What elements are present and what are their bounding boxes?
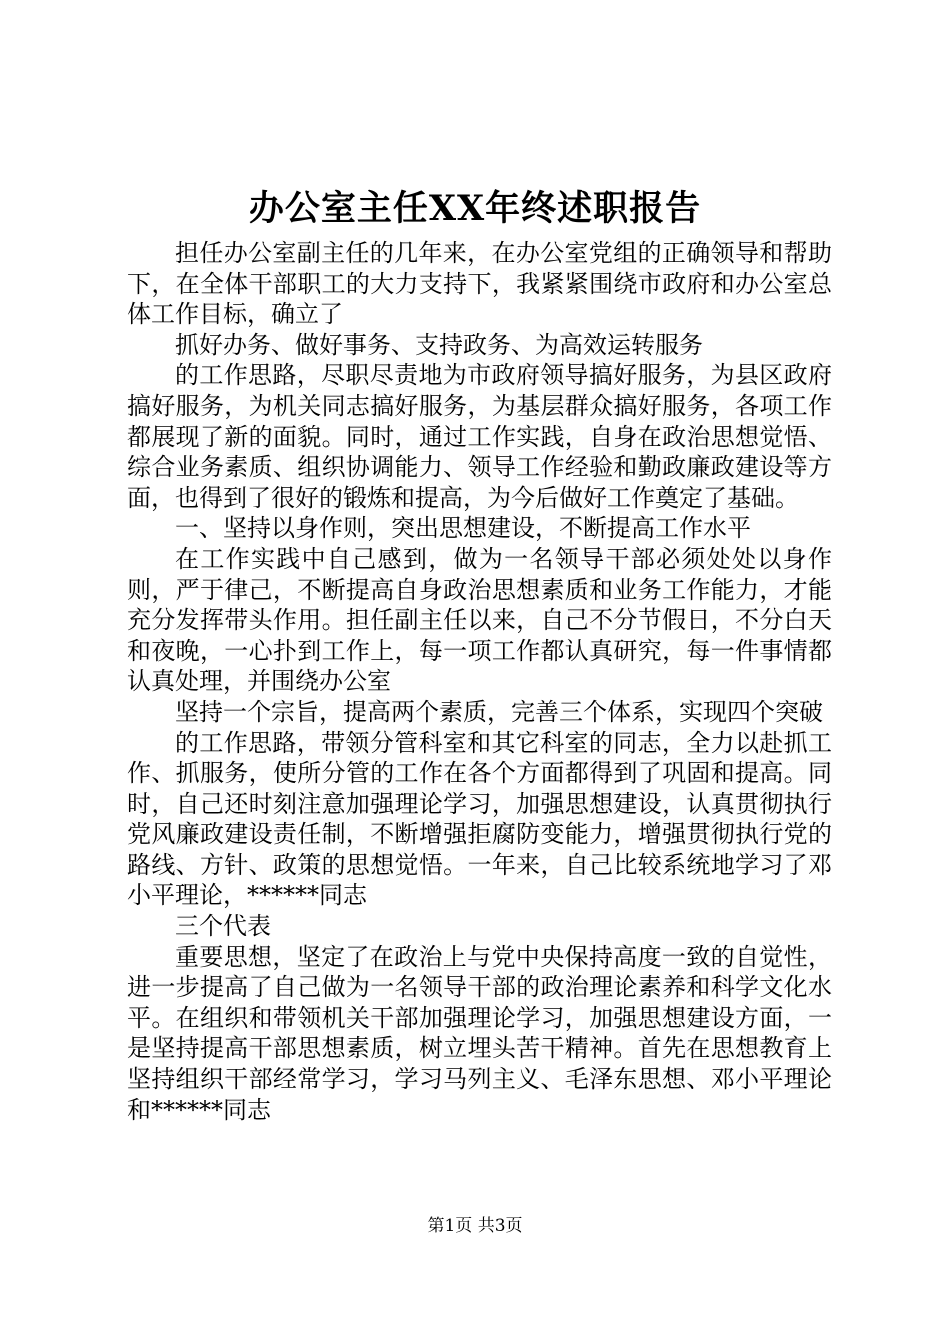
page-number: 第1页 共3页 bbox=[427, 1216, 523, 1236]
paragraph: 抓好办务、做好事务、支持政务、为高效运转服务 bbox=[175, 330, 703, 359]
paragraph: 在工作实践中自己感到，做为一名领导干部必须处处以身作则，严于律己，不断提高自身政治思想素质和业务工作能力，才能充分发挥带头作用。担任副主任以来，自己不分节假日，不分白天和夜晚，一心扑到工作上，每一项工作都认真研究，每一件事情都认真处理，并围绕办公室 bbox=[127, 544, 832, 696]
paragraph: 三个代表 bbox=[175, 912, 271, 941]
paragraph: 重要思想，坚定了在政治上与党中央保持高度一致的自觉性，进一步提高了自己做为一名领导干部的政治理论素养和科学文化水平。在组织和带领机关干部加强理论学习，加强思想建设方面，一是坚持提高干部思想素质，树立埋头苦干精神。首先在思想教育上坚持组织干部经常学习，学习马列主义、毛泽东思想、邓小平理论和******同志 bbox=[127, 942, 832, 1124]
paragraph: 的工作思路，带领分管科室和其它科室的同志，全力以赴抓工作、抓服务，使所分管的工作在各个方面都得到了巩固和提高。同时，自己还时刻注意加强理论学习，加强思想建设，认真贯彻执行党风廉政建设责任制，不断增强拒腐防变能力，增强贯彻执行党的路线、方针、政策的思想觉悟。一年来，自己比较系统地学习了邓小平理论，******同志 bbox=[127, 728, 832, 910]
section-heading: 一、坚持以身作则，突出思想建设，不断提高工作水平 bbox=[175, 514, 751, 543]
paragraph: 的工作思路，尽职尽责地为市政府领导搞好服务，为县区政府搞好服务，为机关同志搞好服务，为基层群众搞好服务，各项工作都展现了新的面貌。同时，通过工作实践，自身在政治思想觉悟、综合业务素质、组织协调能力、领导工作经验和勤政廉政建设等方面，也得到了很好的锻炼和提高，为今后做好工作奠定了基础。 bbox=[127, 361, 832, 512]
document-body bbox=[127, 238, 832, 1125]
paragraph: 坚持一个宗旨，提高两个素质，完善三个体系，实现四个突破 bbox=[175, 697, 823, 726]
document-title: 办公室主任XX年终述职报告 bbox=[248, 188, 702, 229]
paragraph: 担任办公室副主任的几年来，在办公室党组的正确领导和帮助下，在全体干部职工的大力支持下，我紧紧围绕市政府和办公室总体工作目标，确立了 bbox=[127, 239, 832, 329]
